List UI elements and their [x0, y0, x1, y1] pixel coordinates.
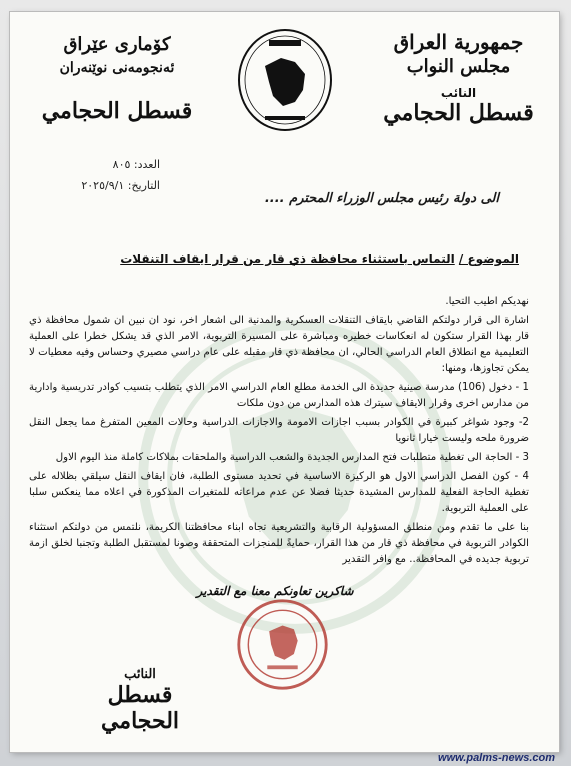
greeting: نهديكم اطيب التحيا.	[445, 296, 529, 307]
list-item-1: 1 - دخول (106) مدرسة صينية جديدة الى الخدمة مطلع العام الدراسي الامر الذي يتطلب بتسيب كوادر تدريسية وادارية من مدارس اخرى وقرار الايقاف سيترك هذه المدارس من دون ملكات	[29, 382, 530, 409]
website-watermark: www.palms-news.com	[438, 752, 555, 764]
addressee: الى دولة رئيس مجلس الوزراء المحترم ....	[264, 191, 499, 206]
header-country-ar: جمهورية العراق	[393, 30, 524, 54]
signature-title: النائب	[124, 667, 156, 682]
subject-line	[49, 252, 519, 266]
signature-block	[70, 667, 210, 734]
date-label: التاريخ:	[127, 179, 160, 192]
date-value: ٢٠٢٥/٩/١	[81, 179, 125, 192]
letter-body	[29, 294, 529, 571]
header-left-name: قسطل الحجامي	[41, 98, 193, 124]
header-right-title: النائب	[440, 86, 477, 100]
thanks-line: شاكرين تعاونكم معنا مع التقدير	[196, 584, 354, 598]
header-council-ku: ئەنجومەنی نوێنەران	[59, 60, 175, 76]
number-value: ٨٠٥	[112, 158, 131, 171]
list-item-3: 3 - الحاجة الى تغطية متطلبات فتح المدارس الجديدة والشعب الدراسية والملحقات بملاكات كاملة منذ اليوم الاول	[55, 452, 529, 463]
header-left-name-block	[32, 98, 202, 124]
number-label: العدد:	[133, 158, 160, 171]
letter-date	[30, 179, 160, 192]
list-item-2: 2- وجود شواغر كبيرة في الكوادر بسبب اجازات الامومة والاجازات الدراسية وحالات المعين المتفرغ مما يجعل النقل ضرورة ملحه وليست خيارا ثانويا	[29, 417, 529, 444]
list-item-4: 4 - كون الفصل الدراسي الاول هو الركيزة الاساسية في تحديد مستوى الطلبة، فان ايقاف النقل سيلقي بظلاله على تغطية الحاجة الفعلية للمدارس المشيدة حديثا فضلا عن عدم مراعاته للمتغيرات المذكورة في اعلاه مما ينعكس سلبا على العملية التربوية.	[29, 471, 529, 514]
header-council-ar: مجلس النواب	[406, 56, 511, 77]
intro-paragraph: اشارة الى قرار دولتكم القاضي بايقاف التنقلات العسكرية والمدنية الى اشعار اخر، نود ان نبين ان شمول محافظة ذي قار بهذا القرار ستكون له انعكاسات خطيره ومباشرة على المسيرة التربوية، الامر الذي قد يشكل خطرا على العملية التعليمية مع انطلاق العام الدراسي الحالي، ان محافظة ذي قار مقبله على عام دراسي مصيري وحساس وفيه معطيات لا يمكن تجاوزها، ومنها:	[29, 315, 529, 374]
parliament-emblem-icon	[235, 26, 335, 134]
closing-paragraph: بنا على ما تقدم ومن منطلق المسؤولية الرقابية والتشريعية تجاه ابناء محافظتنا الكريمة، نلتمس من دولتكم استثناء الكوادر التربوية في محافظة ذي قار من هذا القرار، حمايةً للمنجزات المتحققة وصونا لمستقبل الطلبة وتجنبا لخلق ازمة تربوية جديده في المحافظة.. مع وافر التقدير	[29, 522, 529, 565]
letter-number	[30, 158, 160, 171]
official-stamp-seal	[235, 597, 330, 692]
subject-text: التماس باستثناء محافظة ذي قار من قرار ايقاف التنقلات	[120, 252, 455, 266]
header-right-name: قسطل الحجامي	[383, 100, 534, 126]
signature-name: قسطل الحجامي	[100, 682, 180, 734]
subject-label: الموضوع /	[458, 252, 519, 266]
header-right-title-block	[376, 86, 541, 126]
header-country-ku: كۆماری عێراق	[63, 34, 171, 55]
letter-page	[10, 12, 559, 752]
